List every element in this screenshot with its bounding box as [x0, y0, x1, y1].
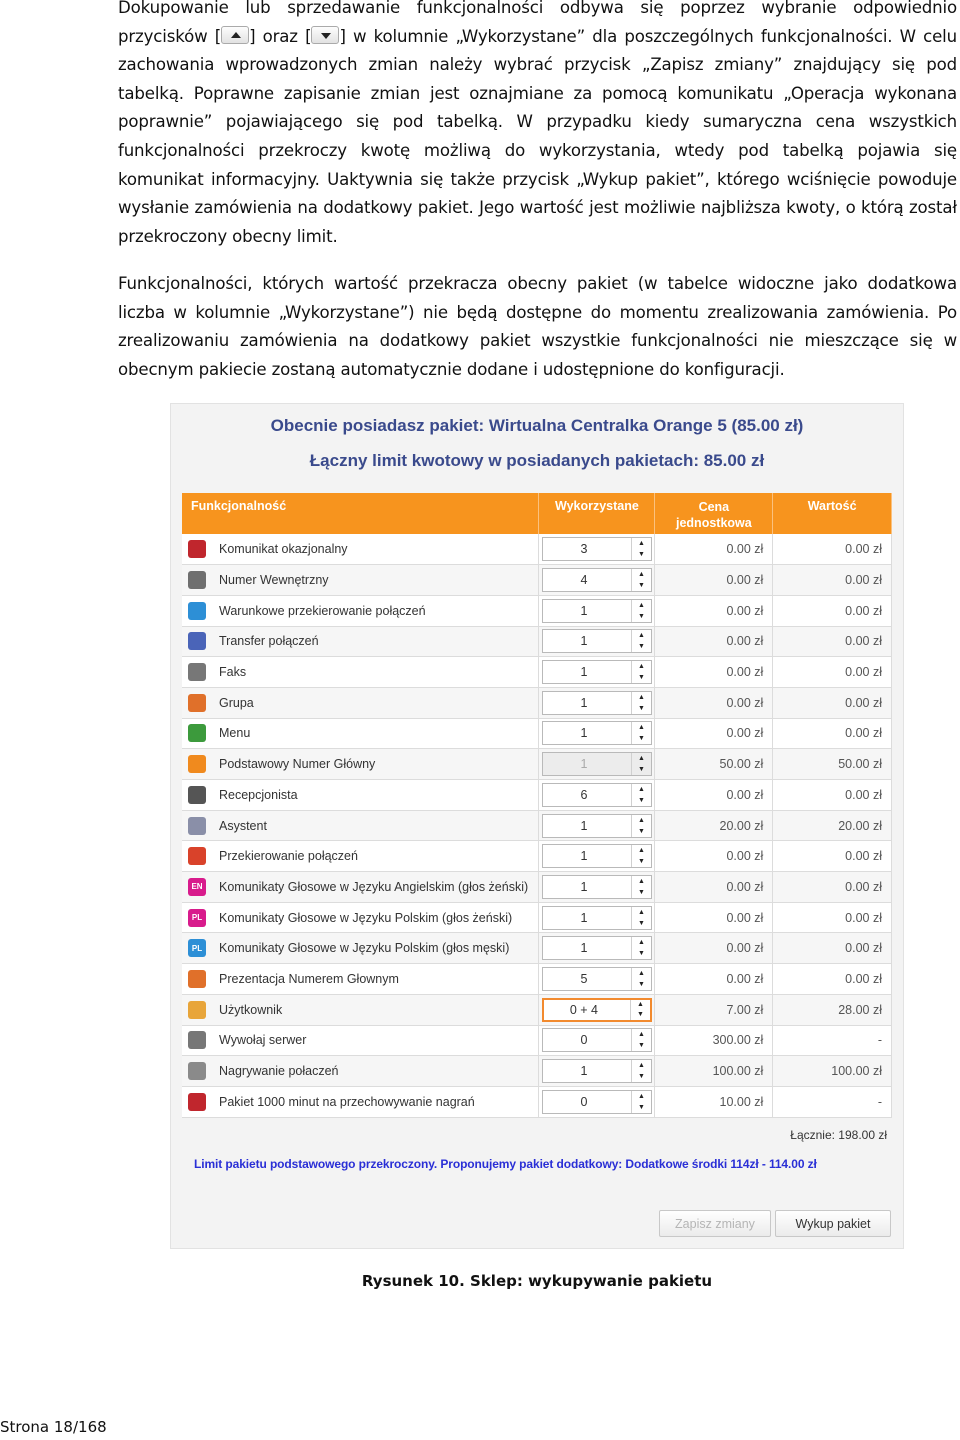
feature-name-cell	[182, 810, 539, 841]
unit-price-cell: 0.00 zł	[655, 657, 773, 688]
feature-name: Menu	[219, 726, 251, 741]
feature-name: Recepcjonista	[219, 787, 298, 802]
decrement-arrow-icon[interactable]: ▼	[637, 674, 645, 682]
pl-female-voice-icon: PL	[188, 909, 206, 927]
table-row	[182, 534, 892, 565]
feature-name-wrap	[182, 663, 538, 681]
used-cell	[539, 872, 655, 903]
feature-name: Grupa	[219, 695, 254, 710]
feature-name-cell	[182, 872, 539, 903]
en-voice-icon: EN	[188, 878, 206, 896]
fax-icon	[188, 663, 206, 681]
table-header-row	[182, 493, 892, 534]
column-header-price-label: Cena jednostkowa	[676, 500, 752, 530]
value-cell: 0.00 zł	[773, 841, 892, 872]
feature-name-wrap	[182, 878, 538, 896]
unit-price-cell: 0.00 zł	[655, 780, 773, 811]
stepper-arrows	[631, 784, 651, 806]
increment-arrow-icon[interactable]: ▲	[637, 601, 645, 609]
feature-name-wrap	[182, 1062, 538, 1080]
value-cell: 0.00 zł	[773, 902, 892, 933]
stepper-arrows	[631, 845, 651, 867]
feature-name-wrap	[182, 602, 538, 620]
value-cell: 28.00 zł	[773, 994, 892, 1025]
used-cell	[539, 902, 655, 933]
decrement-arrow-icon: ▼	[637, 766, 645, 774]
pl-male-voice-icon: PL	[188, 939, 206, 957]
table-row	[182, 1025, 892, 1056]
page-number: Strona 18/168	[0, 1418, 107, 1436]
quantity-stepper[interactable]	[542, 537, 652, 561]
used-cell	[539, 718, 655, 749]
decrement-arrow-icon[interactable]: ▼	[637, 612, 645, 620]
quantity-stepper[interactable]	[542, 1090, 652, 1114]
table-row	[182, 933, 892, 964]
quantity-stepper[interactable]	[542, 875, 652, 899]
quantity-value[interactable]: 5	[580, 971, 588, 986]
paragraph-1-part-2: ] oraz [	[249, 26, 312, 46]
microphone-icon	[188, 1062, 206, 1080]
column-header-used: Wykorzystane	[539, 493, 655, 534]
feature-name-cell	[182, 595, 539, 626]
stepper-arrows	[631, 968, 651, 990]
table-row	[182, 565, 892, 596]
decrement-arrow-icon[interactable]: ▼	[636, 1011, 644, 1019]
quantity-stepper[interactable]	[542, 568, 652, 592]
value-cell: 100.00 zł	[773, 1056, 892, 1087]
decrement-arrow-icon[interactable]: ▼	[637, 919, 645, 927]
feature-name-cell	[182, 749, 539, 780]
quantity-stepper[interactable]	[542, 936, 652, 960]
stepper-arrows	[631, 937, 651, 959]
table-row	[182, 841, 892, 872]
table-row	[182, 687, 892, 718]
feature-name-wrap	[182, 939, 538, 957]
feature-name-wrap	[182, 694, 538, 712]
quantity-value[interactable]: 0	[580, 1033, 588, 1048]
value-cell: 0.00 zł	[773, 534, 892, 565]
table-row	[182, 964, 892, 995]
used-cell	[539, 841, 655, 872]
feature-name: Pakiet 1000 minut na przechowywanie nagrań	[219, 1094, 475, 1109]
value-cell: -	[773, 1086, 892, 1117]
feature-name: Komunikat okazjonalny	[219, 542, 348, 557]
value-cell: -	[773, 1025, 892, 1056]
extension-number-icon	[188, 571, 206, 589]
quantity-stepper[interactable]	[542, 629, 652, 653]
value-cell: 0.00 zł	[773, 595, 892, 626]
quantity-stepper[interactable]	[542, 1028, 652, 1052]
table-row	[182, 595, 892, 626]
increment-arrow-icon[interactable]: ▲	[637, 632, 645, 640]
quantity-stepper[interactable]	[542, 844, 652, 868]
used-cell	[539, 964, 655, 995]
menu-icon	[188, 724, 206, 742]
quantity-value[interactable]: 1	[580, 695, 588, 710]
quantity-stepper[interactable]	[542, 721, 652, 745]
quantity-stepper[interactable]	[542, 967, 652, 991]
value-cell: 50.00 zł	[773, 749, 892, 780]
quantity-stepper[interactable]	[542, 998, 652, 1022]
user-icon	[188, 1001, 206, 1019]
feature-name: Warunkowe przekierowanie połączeń	[219, 603, 426, 618]
feature-name-cell	[182, 964, 539, 995]
table-row	[182, 1086, 892, 1117]
stepper-arrows	[631, 1029, 651, 1051]
increment-arrow-icon[interactable]: ▲	[637, 1092, 645, 1100]
value-cell: 0.00 zł	[773, 687, 892, 718]
increment-arrow-icon[interactable]: ▲	[637, 540, 645, 548]
decrement-arrow-icon[interactable]: ▼	[637, 1073, 645, 1081]
decrement-arrow-icon[interactable]: ▼	[637, 1103, 645, 1111]
feature-name-cell	[182, 565, 539, 596]
increment-arrow-icon[interactable]: ▲	[637, 816, 645, 824]
stepper-arrows	[631, 1060, 651, 1082]
stepper-arrows	[631, 1091, 651, 1113]
increment-arrow-icon[interactable]: ▲	[636, 1001, 644, 1009]
package-limit-heading: Łączny limit kwotowy w posiadanych pakietach: 85.00 zł	[309, 451, 765, 470]
table-row	[182, 718, 892, 749]
unit-price-cell: 300.00 zł	[655, 1025, 773, 1056]
quantity-value[interactable]: 1	[580, 910, 588, 925]
decrement-arrow-icon[interactable]: ▼	[637, 551, 645, 559]
quantity-value[interactable]: 4	[580, 573, 588, 588]
stepper-arrows	[631, 630, 651, 652]
quantity-value[interactable]: 0	[580, 1094, 588, 1109]
recording-storage-icon	[188, 1093, 206, 1111]
increment-arrow-icon[interactable]: ▲	[637, 693, 645, 701]
unit-price-cell: 0.00 zł	[655, 534, 773, 565]
group-icon	[188, 694, 206, 712]
unit-price-cell: 0.00 zł	[655, 687, 773, 718]
increment-arrow-icon: ▲	[637, 755, 645, 763]
used-cell	[539, 1086, 655, 1117]
value-cell: 0.00 zł	[773, 872, 892, 903]
main-number-icon	[188, 755, 206, 773]
quantity-stepper[interactable]	[542, 691, 652, 715]
buy-package-button[interactable]: Wykup pakiet	[775, 1210, 891, 1237]
decrement-arrow-icon[interactable]: ▼	[637, 980, 645, 988]
feature-name: Faks	[219, 665, 247, 680]
value-cell: 0.00 zł	[773, 718, 892, 749]
unit-price-cell: 0.00 zł	[655, 902, 773, 933]
feature-name: Komunikaty Głosowe w Języku Polskim (głos męski)	[219, 941, 510, 956]
column-header-price	[655, 493, 773, 534]
stepper-arrows	[631, 538, 651, 560]
used-cell	[539, 749, 655, 780]
decrement-arrow-icon[interactable]: ▼	[637, 1042, 645, 1050]
decrement-arrow-icon[interactable]: ▼	[637, 735, 645, 743]
increment-arrow-icon[interactable]: ▲	[637, 908, 645, 916]
stepper-arrows	[631, 815, 651, 837]
table-row	[182, 749, 892, 780]
stepper-arrows	[631, 876, 651, 898]
feature-name-wrap	[182, 632, 538, 650]
table-row	[182, 994, 892, 1025]
quantity-value[interactable]: 1	[580, 1064, 588, 1079]
quantity-value[interactable]: 1	[580, 665, 588, 680]
increment-arrow-icon[interactable]: ▲	[637, 877, 645, 885]
value-cell: 0.00 zł	[773, 657, 892, 688]
shop-screenshot	[170, 403, 904, 1249]
feature-name: Podstawowy Numer Główny	[219, 757, 376, 772]
decrement-arrow-icon[interactable]: ▼	[637, 888, 645, 896]
unit-price-cell: 0.00 zł	[655, 565, 773, 596]
save-changes-button[interactable]: Zapisz zmiany	[659, 1210, 771, 1237]
feature-name-cell	[182, 626, 539, 657]
feature-name-cell	[182, 933, 539, 964]
increment-arrow-icon[interactable]: ▲	[637, 785, 645, 793]
stepper-arrows	[631, 722, 651, 744]
stepper-arrows	[631, 692, 651, 714]
used-cell	[539, 534, 655, 565]
total-amount: Łącznie: 198.00 zł	[790, 1128, 887, 1142]
feature-name-cell	[182, 534, 539, 565]
used-cell	[539, 1056, 655, 1087]
feature-name-cell	[182, 994, 539, 1025]
unit-price-cell: 50.00 zł	[655, 749, 773, 780]
feature-name-cell	[182, 687, 539, 718]
call-transfer-icon	[188, 632, 206, 650]
value-cell: 20.00 zł	[773, 810, 892, 841]
unit-price-cell: 20.00 zł	[655, 810, 773, 841]
feature-name-cell	[182, 841, 539, 872]
value-cell: 0.00 zł	[773, 565, 892, 596]
used-cell	[539, 1025, 655, 1056]
paragraph-1-part-1: Dokupowanie lub sprzedawanie funkcjonalności odbywa się poprzez wybranie odpowiednio przycisków [	[118, 0, 957, 46]
quantity-value[interactable]: 1	[580, 818, 588, 833]
paragraph-1-part-3: ] w kolumnie „Wykorzystane” dla poszczególnych funkcjonalności. W celu zachowania wprowadzonych zmian należy wybrać przycisk „Zapisz zmiany” znajdujący się pod tabelką. Poprawne zapisanie zmian jest oznajmiane za pomocą komunikatu „Operacja wykonana poprawnie” pojawiającego się pod tabelką. W przypadku kiedy sumaryczna cena wszystkich funkcjonalności przekroczy kwotę możliwą do wykorzystania, wtedy pod tabelką pojawia się komunikat informacyjny. Uaktywnia się także przycisk „Wykup pakiet”, którego wciśnięcie powoduje wysłanie zamówienia na dodatkowy pakiet. Jego wartość jest możliwie najbliższa kwoty, o którą został przekroczony obecny limit.	[118, 26, 957, 246]
used-cell	[539, 810, 655, 841]
feature-name-wrap	[182, 786, 538, 804]
table-row	[182, 810, 892, 841]
column-header-value: Wartość	[773, 493, 892, 534]
quantity-value[interactable]: 6	[580, 787, 588, 802]
number-presentation-icon	[188, 970, 206, 988]
decrement-arrow-icon[interactable]: ▼	[637, 858, 645, 866]
stepper-arrows	[631, 661, 651, 683]
feature-name-wrap	[182, 724, 538, 742]
value-cell: 0.00 zł	[773, 780, 892, 811]
feature-name-cell	[182, 780, 539, 811]
used-cell	[539, 780, 655, 811]
table-row	[182, 1056, 892, 1087]
unit-price-cell: 7.00 zł	[655, 994, 773, 1025]
quantity-value[interactable]: 1	[580, 849, 588, 864]
increment-arrow-icon[interactable]: ▲	[637, 939, 645, 947]
feature-name-cell	[182, 718, 539, 749]
unit-price-cell: 100.00 zł	[655, 1056, 773, 1087]
value-cell: 0.00 zł	[773, 964, 892, 995]
used-cell	[539, 687, 655, 718]
feature-name-cell	[182, 1086, 539, 1117]
decrement-arrow-icon[interactable]: ▼	[637, 582, 645, 590]
quantity-value[interactable]: 1	[580, 879, 588, 894]
unit-price-cell: 0.00 zł	[655, 841, 773, 872]
conditional-forward-icon	[188, 602, 206, 620]
decrement-arrow-icon[interactable]: ▼	[637, 796, 645, 804]
quantity-stepper[interactable]	[542, 814, 652, 838]
feature-name: Asystent	[219, 818, 267, 833]
stepper-arrows	[631, 907, 651, 929]
figure-caption: Rysunek 10. Sklep: wykupywanie pakietu	[361, 1272, 713, 1290]
quantity-stepper[interactable]	[542, 1059, 652, 1083]
paragraph-2: Funkcjonalności, których wartość przekracza obecny pakiet (w tabelce widoczne jako dodatkowa liczba w kolumnie „Wykorzystane”) nie będą dostępne do momentu zrealizowania zamówienia. Po zrealizowaniu zamówienia na dodatkowy pakiet wszystkie funkcjonalności nie mieszczące się w obecnym pakiecie zostaną automatycznie dodane i udostępnione do konfiguracji.	[118, 274, 957, 379]
unit-price-cell: 0.00 zł	[655, 626, 773, 657]
feature-name-cell	[182, 902, 539, 933]
feature-name-cell	[182, 1025, 539, 1056]
increment-arrow-icon[interactable]: ▲	[637, 1031, 645, 1039]
used-cell	[539, 657, 655, 688]
table-row	[182, 626, 892, 657]
table-row	[182, 657, 892, 688]
unit-price-cell: 0.00 zł	[655, 872, 773, 903]
feature-name-wrap	[182, 1093, 538, 1111]
table-row	[182, 872, 892, 903]
quantity-value[interactable]: 3	[580, 542, 588, 557]
features-table-body	[182, 534, 892, 1117]
table-row	[182, 902, 892, 933]
receptionist-icon	[188, 786, 206, 804]
quantity-value[interactable]: 1	[580, 726, 588, 741]
feature-name-cell	[182, 1056, 539, 1087]
feature-name: Przekierowanie połączeń	[219, 849, 358, 864]
stepper-arrows	[631, 569, 651, 591]
current-package-heading: Obecnie posiadasz pakiet: Wirtualna Centralka Orange 5 (85.00 zł)	[270, 416, 804, 435]
unit-price-cell: 0.00 zł	[655, 718, 773, 749]
abc-message-icon	[188, 540, 206, 558]
feature-name-wrap	[182, 1001, 538, 1019]
decrement-arrow-icon[interactable]: ▼	[637, 827, 645, 835]
used-cell	[539, 994, 655, 1025]
quantity-stepper	[542, 752, 652, 776]
paragraph-1	[118, 0, 957, 251]
feature-name-wrap	[182, 755, 538, 773]
server-call-icon	[188, 1031, 206, 1049]
arrow-down-icon	[311, 26, 339, 44]
feature-name: Wywołaj serwer	[219, 1033, 307, 1048]
table-row	[182, 780, 892, 811]
quantity-value[interactable]: 1	[580, 603, 588, 618]
used-cell	[539, 933, 655, 964]
decrement-arrow-icon[interactable]: ▼	[637, 704, 645, 712]
decrement-arrow-icon[interactable]: ▼	[637, 643, 645, 651]
stepper-arrows	[631, 600, 651, 622]
feature-name-wrap	[182, 909, 538, 927]
increment-arrow-icon[interactable]: ▲	[637, 571, 645, 579]
stepper-arrows	[631, 753, 651, 775]
unit-price-cell: 10.00 zł	[655, 1086, 773, 1117]
increment-arrow-icon[interactable]: ▲	[637, 663, 645, 671]
feature-name-wrap	[182, 540, 538, 558]
used-cell	[539, 626, 655, 657]
quantity-value: 1	[580, 757, 588, 772]
feature-name-wrap	[182, 847, 538, 865]
feature-name: Komunikaty Głosowe w Języku Polskim (głos żeński)	[219, 910, 513, 925]
unit-price-cell: 0.00 zł	[655, 595, 773, 626]
value-cell: 0.00 zł	[773, 933, 892, 964]
limit-exceeded-message: Limit pakietu podstawowego przekroczony. Proponujemy pakiet dodatkowy: Dodatkowe środki 114zł - 114.00 zł	[194, 1157, 817, 1171]
assistant-icon	[188, 817, 206, 835]
feature-name-wrap	[182, 817, 538, 835]
decrement-arrow-icon[interactable]: ▼	[637, 950, 645, 958]
quantity-value[interactable]: 1	[580, 941, 588, 956]
feature-name-cell	[182, 657, 539, 688]
feature-name: Numer Wewnętrzny	[219, 573, 329, 588]
quantity-stepper[interactable]	[542, 906, 652, 930]
increment-arrow-icon[interactable]: ▲	[637, 969, 645, 977]
feature-name-wrap	[182, 1031, 538, 1049]
quantity-stepper[interactable]	[542, 783, 652, 807]
value-cell: 0.00 zł	[773, 626, 892, 657]
used-cell	[539, 565, 655, 596]
feature-name: Użytkownik	[219, 1002, 283, 1017]
stepper-arrows	[630, 1000, 650, 1020]
feature-name: Nagrywanie połaczeń	[219, 1064, 339, 1079]
quantity-stepper[interactable]	[542, 599, 652, 623]
features-table	[182, 493, 892, 1118]
feature-name: Prezentacja Numerem Głownym	[219, 971, 399, 986]
column-header-name: Funkcjonalność	[182, 493, 539, 534]
feature-name: Komunikaty Głosowe w Języku Angielskim (głos żeński)	[219, 879, 529, 894]
increment-arrow-icon[interactable]: ▲	[637, 1062, 645, 1070]
quantity-value[interactable]: 0 + 4	[569, 1002, 598, 1017]
unit-price-cell: 0.00 zł	[655, 964, 773, 995]
quantity-stepper[interactable]	[542, 660, 652, 684]
call-forward-icon	[188, 847, 206, 865]
increment-arrow-icon[interactable]: ▲	[637, 847, 645, 855]
feature-name-wrap	[182, 970, 538, 988]
feature-name-wrap	[182, 571, 538, 589]
feature-name: Transfer połączeń	[219, 634, 319, 649]
unit-price-cell: 0.00 zł	[655, 933, 773, 964]
arrow-up-icon	[221, 26, 249, 44]
increment-arrow-icon[interactable]: ▲	[637, 724, 645, 732]
quantity-value[interactable]: 1	[580, 634, 588, 649]
used-cell	[539, 595, 655, 626]
